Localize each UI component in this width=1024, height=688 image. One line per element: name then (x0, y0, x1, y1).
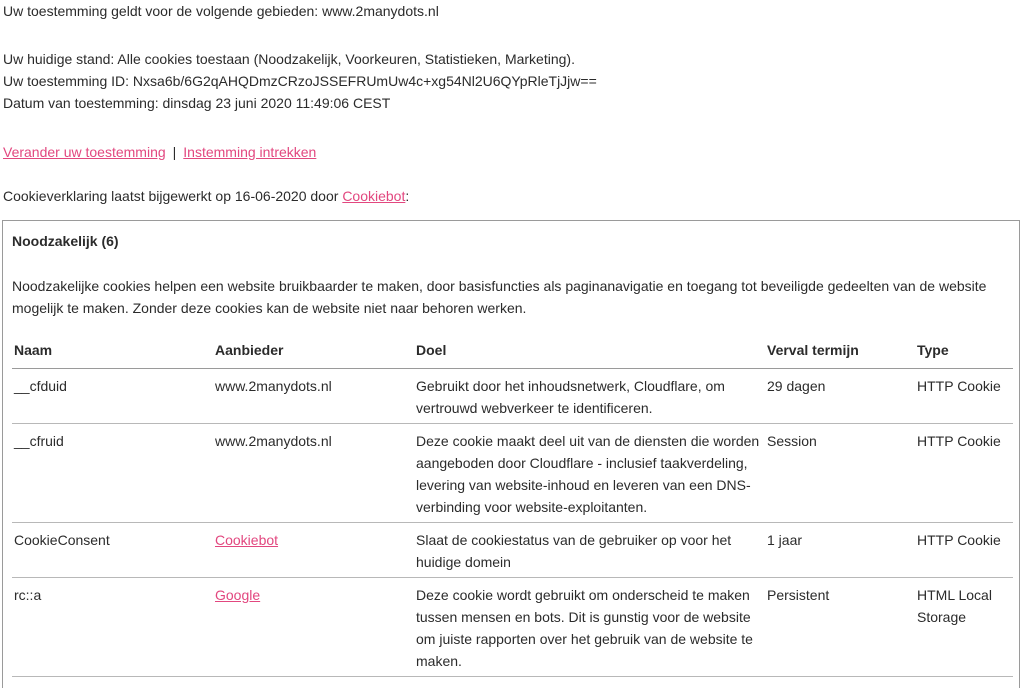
consent-id-text: Uw toestemming ID: Nxsa6b/6G2qAHQDmzCRzoJSSEFRUmUw4c+xg54Nl2U6QYpRleTjJjw== (3, 73, 597, 89)
cookie-table (12, 337, 1013, 677)
cookie-provider: www.2manydots.nl (213, 369, 414, 424)
cookie-expiry: 1 jaar (765, 523, 915, 578)
declaration-prefix: Cookieverklaring laatst bijgewerkt op 16-06-2020 door (3, 188, 343, 204)
table-row (12, 369, 1013, 424)
cookie-purpose: Slaat de cookiestatus van de gebruiker op voor het huidige domein (414, 523, 765, 578)
necessary-section-title: Noodzakelijk (6) (12, 233, 119, 249)
declaration-suffix: : (405, 188, 410, 204)
necessary-section-description: Noodzakelijke cookies helpen een website bruikbaarder te maken, door basisfuncties als paginanavigatie en toegang tot beveiligde gedeelten van de website mogelijk te maken. Zonder deze cookies kan de website niet naar behoren werken. (12, 278, 987, 316)
cookie-name: CookieConsent (12, 523, 213, 578)
cookie-type: HTML Local Storage (915, 578, 1013, 677)
cookie-expiry: Session (765, 424, 915, 523)
header-purpose: Doel (414, 337, 765, 369)
header-expiry: Verval termijn (765, 337, 915, 369)
cookie-type: HTTP Cookie (915, 523, 1013, 578)
consent-domains-text: Uw toestemming geldt voor de volgende gebieden: www.2manydots.nl (3, 3, 439, 19)
table-row (12, 578, 1013, 677)
withdraw-consent-link[interactable]: Instemming intrekken (183, 144, 317, 160)
cookiebot-provider-link[interactable]: Cookiebot (215, 532, 279, 548)
cookie-provider: www.2manydots.nl (213, 424, 414, 523)
consent-state-text: Uw huidige stand: Alle cookies toestaan (Noodzakelijk, Voorkeuren, Statistieken, Marketing). (3, 51, 575, 67)
table-row (12, 523, 1013, 578)
google-provider-link[interactable]: Google (215, 587, 261, 603)
change-consent-link[interactable]: Verander uw toestemming (3, 144, 166, 160)
cookie-name: __cfduid (12, 369, 213, 424)
cookie-name: rc::a (12, 578, 213, 677)
cookie-purpose: Gebruikt door het inhoudsnetwerk, Cloudflare, om vertrouwd webverkeer te identificeren. (414, 369, 765, 424)
necessary-cookies-section (2, 220, 1020, 688)
cookie-provider-cell (213, 578, 414, 677)
cookie-expiry: 29 dagen (765, 369, 915, 424)
cookie-purpose: Deze cookie wordt gebruikt om onderscheid te maken tussen mensen en bots. Dit is gunstig voor de website om juiste rapporten over het gebruik van de website te maken. (414, 578, 765, 677)
consent-date-text: Datum van toestemming: dinsdag 23 juni 2020 11:49:06 CEST (3, 95, 391, 111)
header-provider: Aanbieder (213, 337, 414, 369)
cookie-expiry: Persistent (765, 578, 915, 677)
cookie-table-header-row (12, 337, 1013, 369)
declaration-updated-text (3, 185, 409, 207)
cookie-purpose: Deze cookie maakt deel uit van de diensten die worden aangeboden door Cloudflare - inclusief taakverdeling, levering van website-inhoud en leveren van een DNS-verbinding voor website-exploitanten. (414, 424, 765, 523)
cookiebot-link[interactable]: Cookiebot (342, 188, 406, 204)
cookie-name: __cfruid (12, 424, 213, 523)
header-type: Type (915, 337, 1013, 369)
cookie-type: HTTP Cookie (915, 369, 1013, 424)
consent-actions (3, 141, 316, 163)
cookie-type: HTTP Cookie (915, 424, 1013, 523)
actions-separator: | (172, 144, 177, 160)
table-row (12, 424, 1013, 523)
cookie-provider-cell (213, 523, 414, 578)
header-name: Naam (12, 337, 213, 369)
